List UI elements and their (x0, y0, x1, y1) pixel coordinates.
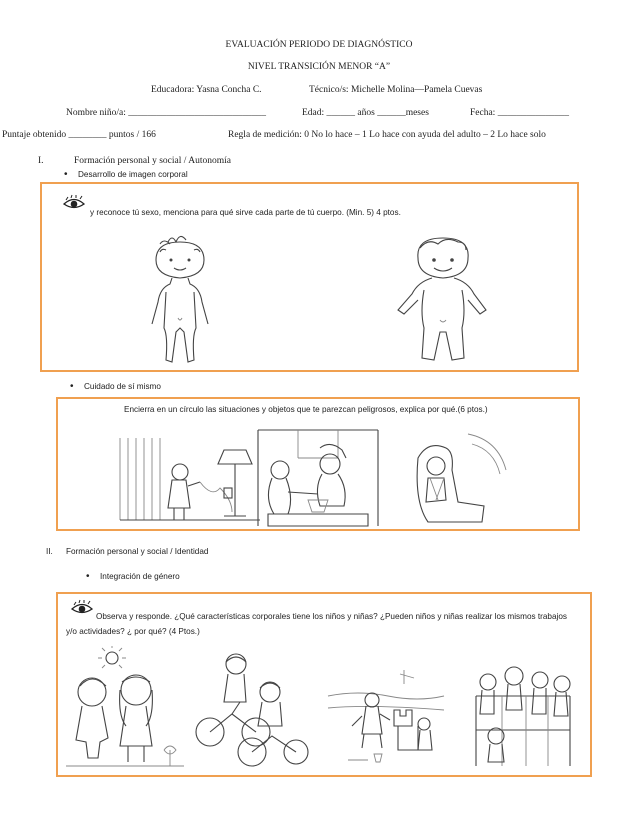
section1-item2: • Cuidado de sí mismo (84, 382, 161, 391)
age-field[interactable]: Edad: ______ años ______meses (302, 108, 429, 118)
boy-girl-sun-image (66, 646, 184, 770)
box3-instruction-line2: y/o actividades? ¿ por qué? (4 Ptos.) (66, 627, 200, 636)
tecnico-label: Técnico/s: Michelle Molina—Pamela Cuevas (309, 85, 483, 95)
section1-numeral: I. (38, 156, 44, 166)
measurement-rule: Regla de medición: 0 No lo hace – 1 Lo hace con ayuda del adulto – 2 Lo hace solo (228, 130, 546, 140)
lamp-outlet-scene-image (120, 428, 260, 526)
date-field[interactable]: Fecha: _______________ (470, 108, 569, 118)
section2-title: Formación personal y social / Identidad (66, 547, 209, 556)
girl-figure-image (130, 232, 230, 367)
boy-figure-image (388, 232, 498, 367)
eye-icon (70, 600, 94, 616)
car-seat-scene-image (398, 430, 508, 528)
section1-item1: • Desarrollo de imagen corporal (78, 170, 188, 179)
box2-instruction: Encierra en un círculo las situaciones y objetos que te parezcan peligrosos, explica por qué.(6 ptos.) (124, 405, 488, 414)
kids-climbing-frame-image (466, 650, 578, 770)
kitchen-scene-image (258, 428, 378, 528)
section2-item1: • Integración de género (100, 572, 180, 581)
section2-numeral: II. (46, 547, 53, 556)
sandcastle-scene-image (328, 660, 444, 768)
score-field[interactable]: Puntaje obtenido ________ puntos / 166 (2, 130, 156, 140)
kids-bicycles-image (196, 652, 308, 770)
document-title: EVALUACIÓN PERIODO DE DIAGNÓSTICO (225, 40, 413, 50)
section1-title: Formación personal y social / Autonomía (74, 156, 231, 166)
level-label: NIVEL TRANSICIÓN MENOR “A” (247, 62, 391, 72)
box3-instruction-line1: Observa y responde. ¿Qué características corporales tiene los niños y niñas? ¿Pueden niños y niñas realizar los mismos trabajos (96, 612, 568, 621)
eye-icon (62, 195, 86, 211)
name-field[interactable]: Nombre niño/a: _____________________________ (66, 108, 267, 118)
box1-instruction: y reconoce tú sexo, menciona para qué sirve cada parte de tú cuerpo. (Min. 5) 4 ptos. (90, 208, 401, 217)
educadora-label: Educadora: Yasna Concha C. (151, 85, 262, 95)
